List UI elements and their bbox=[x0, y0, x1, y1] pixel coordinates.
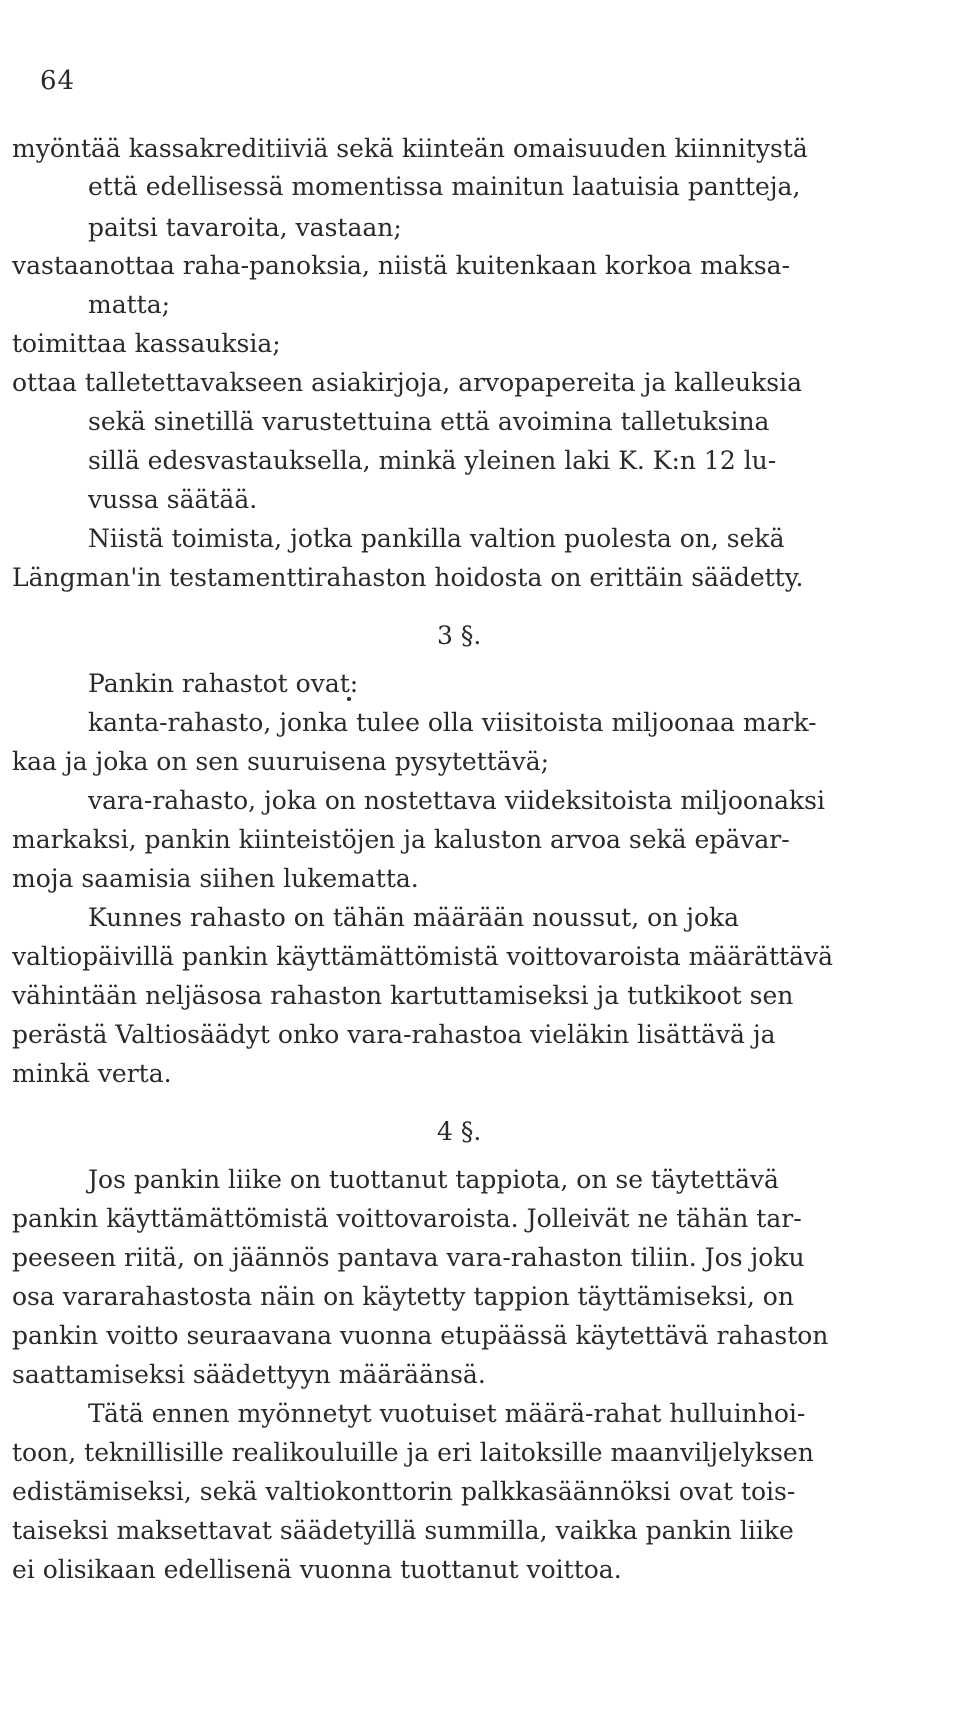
text-line: Pankin rahastot ovat: bbox=[88, 669, 359, 698]
text-line: myöntää kassakreditiiviä sekä kiinteän omaisuuden kiinnitystä bbox=[12, 134, 808, 163]
text-line: että edellisessä momentissa mainitun laatuisia pantteja, bbox=[88, 172, 801, 201]
text-line: sekä sinetillä varustettuina että avoimina talletuksina bbox=[88, 407, 770, 436]
text-line: vussa säätää. bbox=[88, 485, 258, 514]
section-heading: 3 §. bbox=[437, 621, 482, 650]
text-line: vähintään neljäsosa rahaston kartuttamiseksi ja tutkikoot sen bbox=[12, 981, 794, 1010]
text-line: pankin käyttämättömistä voittovaroista. Jolleivät ne tähän tar- bbox=[12, 1204, 802, 1233]
text-line: vastaanottaa raha-panoksia, niistä kuitenkaan korkoa maksa- bbox=[12, 251, 791, 280]
text-line: Jos pankin liike on tuottanut tappiota, on se täytettävä bbox=[88, 1165, 779, 1194]
text-line: minkä verta. bbox=[12, 1059, 172, 1088]
text-line: moja saamisia siihen lukematta. bbox=[12, 864, 419, 893]
text-line: peeseen riitä, on jäännös pantava vara-rahaston tiliin. Jos joku bbox=[12, 1243, 805, 1272]
text-line: saattamiseksi säädettyyn määräänsä. bbox=[12, 1360, 486, 1389]
page-number: 64 bbox=[40, 66, 76, 96]
text-line: Niistä toimista, jotka pankilla valtion puolesta on, sekä bbox=[88, 524, 785, 553]
text-line: Längman'in testamenttirahaston hoidosta on erittäin säädetty. bbox=[12, 563, 804, 592]
text-line: valtiopäivillä pankin käyttämättömistä voittovaroista määrättävä bbox=[12, 942, 834, 971]
text-line: Tätä ennen myönnetyt vuotuiset määrä-rahat hulluinhoi- bbox=[88, 1399, 806, 1428]
text-line: taiseksi maksettavat säädetyillä summilla, vaikka pankin liike bbox=[12, 1516, 794, 1545]
text-line: ei olisikaan edellisenä vuonna tuottanut voittoa. bbox=[12, 1555, 622, 1584]
text-line: toon, teknillisille realikouluille ja eri laitoksille maanviljelyksen bbox=[12, 1438, 814, 1467]
text-line: Kunnes rahasto on tähän määrään noussut, on joka bbox=[88, 903, 740, 932]
text-line: kaa ja joka on sen suuruisena pysytettävä; bbox=[12, 747, 550, 776]
text-line: pankin voitto seuraavana vuonna etupäässä käytettävä rahaston bbox=[12, 1321, 829, 1350]
text-line: ottaa talletettavakseen asiakirjoja, arvopapereita ja kalleuksia bbox=[12, 368, 803, 397]
text-line: toimittaa kassauksia; bbox=[12, 329, 281, 358]
text-line: perästä Valtiosäädyt onko vara-rahastoa vieläkin lisättävä ja bbox=[12, 1020, 776, 1049]
text-line: sillä edesvastauksella, minkä yleinen laki K. K:n 12 lu- bbox=[88, 446, 777, 475]
text-line: kanta-rahasto, jonka tulee olla viisitoista miljoonaa mark- bbox=[88, 708, 817, 737]
text-line: osa vararahastosta näin on käytetty tappion täyttämiseksi, on bbox=[12, 1282, 794, 1311]
text-line: matta; bbox=[88, 290, 171, 319]
section-heading: 4 §. bbox=[437, 1117, 482, 1146]
text-line: markaksi, pankin kiinteistöjen ja kaluston arvoa sekä epävar- bbox=[12, 825, 790, 854]
text-line: edistämiseksi, sekä valtiokonttorin palkkasäännöksi ovat tois- bbox=[12, 1477, 796, 1506]
text-line: paitsi tavaroita, vastaan; bbox=[88, 213, 402, 242]
text-line: vara-rahasto, joka on nostettava viideksitoista miljoonaksi bbox=[88, 786, 825, 815]
